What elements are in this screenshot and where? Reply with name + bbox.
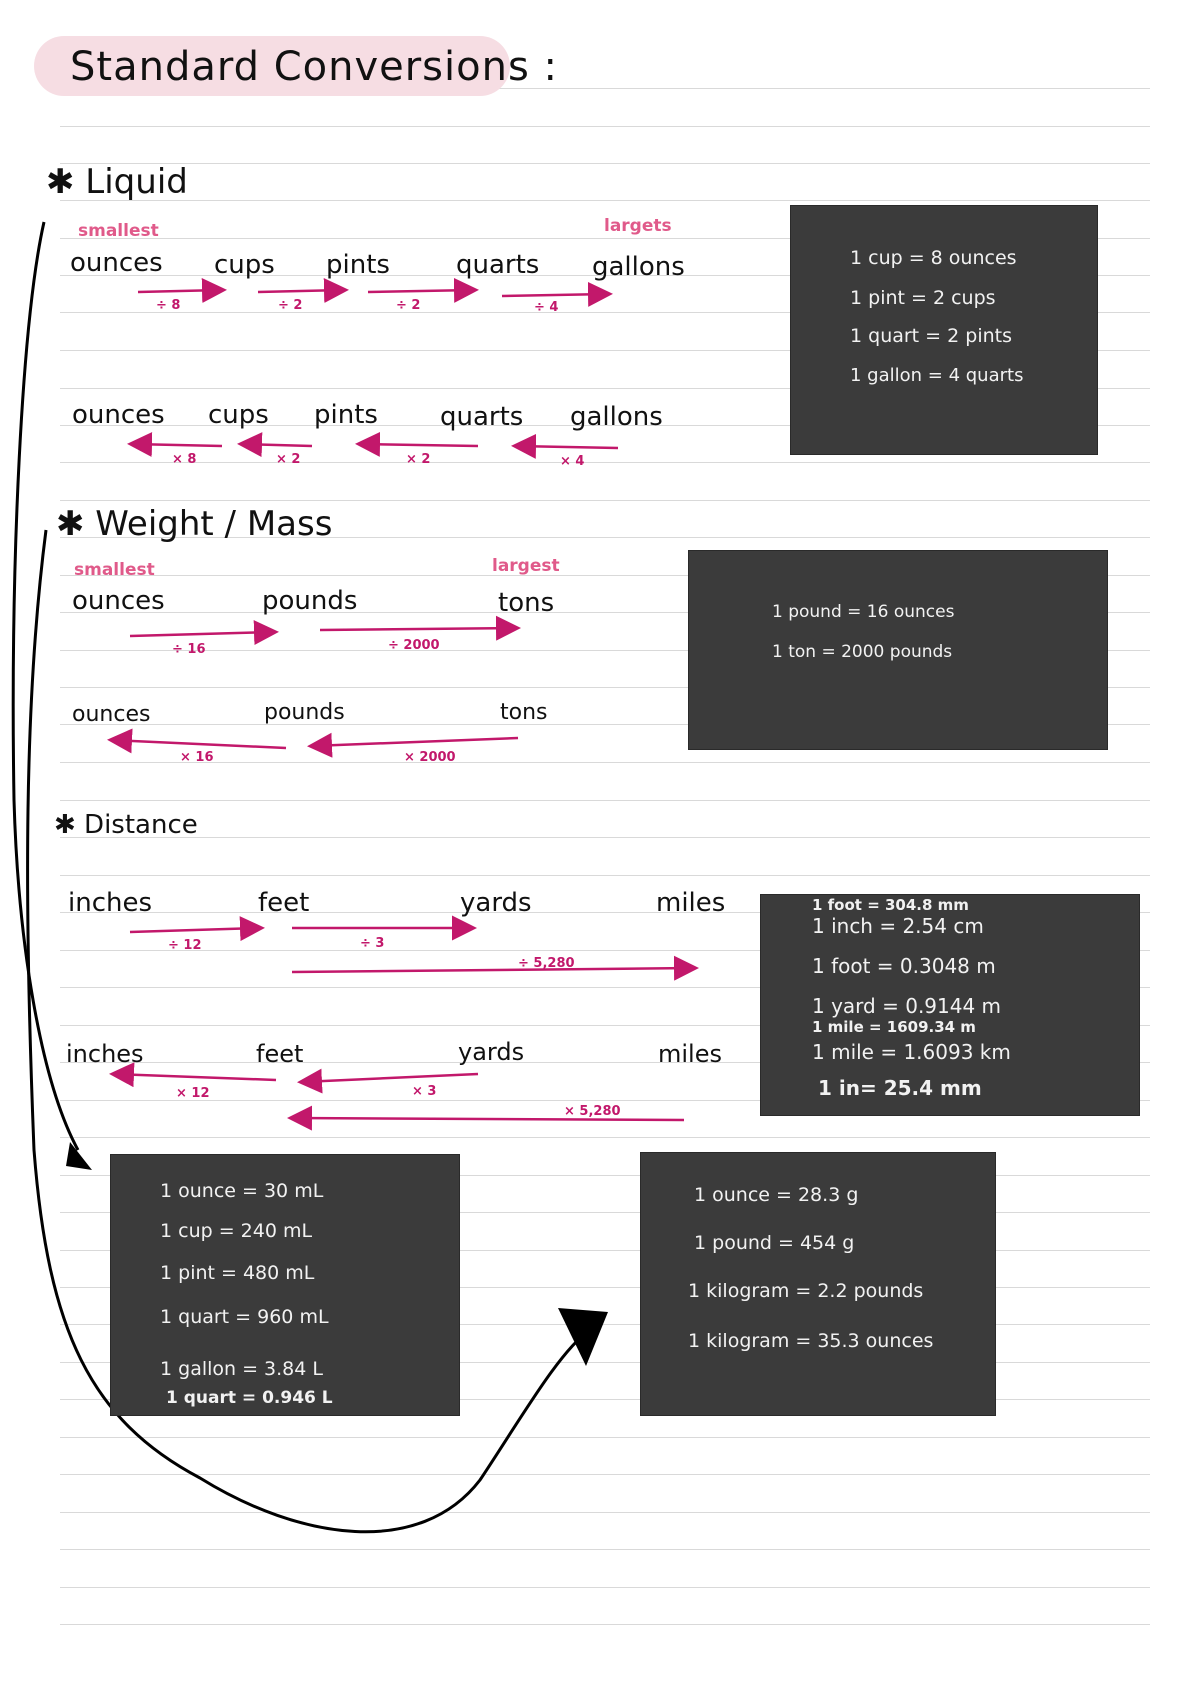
weight-largest-label: largest bbox=[492, 556, 560, 576]
arrow-weight-r1-2 bbox=[320, 628, 516, 630]
distance-r2-op: × 12 bbox=[176, 1086, 210, 1101]
card-line: 1 pint = 480 mL bbox=[160, 1262, 315, 1284]
arrow-distance-r1-1 bbox=[130, 928, 260, 932]
card-line: 1 gallon = 3.84 L bbox=[160, 1358, 323, 1380]
card-line: 1 in= 25.4 mm bbox=[818, 1076, 982, 1100]
arrow-liquid-r2-4 bbox=[516, 446, 618, 448]
distance-r2-op: × 3 bbox=[412, 1084, 437, 1099]
arrow-liquid-r1-1 bbox=[138, 290, 222, 292]
arrow-liquid-r2-1 bbox=[132, 444, 222, 446]
arrow-weight-r1-1 bbox=[130, 632, 274, 636]
card-line: 1 pound = 16 ounces bbox=[772, 602, 955, 622]
liquid-r2-op: × 2 bbox=[406, 452, 431, 467]
weight-r2-unit: tons bbox=[500, 700, 548, 725]
distance-r1-unit: feet bbox=[258, 888, 310, 918]
distance-r2-unit: miles bbox=[658, 1040, 722, 1068]
card-line: 1 ounce = 30 mL bbox=[160, 1180, 324, 1202]
liquid-r2-unit: cups bbox=[208, 400, 269, 430]
weight-r1-unit: ounces bbox=[72, 586, 165, 616]
liquid-r2-unit: pints bbox=[314, 400, 378, 430]
distance-r1-unit: inches bbox=[68, 888, 153, 918]
distance-r1-unit: yards bbox=[460, 888, 532, 918]
weight-r2-op: × 2000 bbox=[404, 750, 456, 765]
weight-r2-unit: ounces bbox=[72, 702, 151, 727]
card-line: 1 cup = 8 ounces bbox=[850, 247, 1017, 269]
liquid-smallest-label: smallest bbox=[78, 221, 159, 241]
arrow-distance-r2-3 bbox=[292, 1118, 684, 1120]
distance-r2-op: × 5,280 bbox=[564, 1104, 621, 1119]
liquid-r2-unit: quarts bbox=[440, 402, 524, 432]
card-line: 1 mile = 1609.34 m bbox=[812, 1018, 976, 1036]
liquid-r1-op: ÷ 2 bbox=[278, 298, 303, 313]
weight-r1-unit: pounds bbox=[262, 586, 358, 616]
curve-liquid-to-metric bbox=[13, 222, 78, 1150]
distance-r1-op: ÷ 3 bbox=[360, 936, 385, 951]
arrow-liquid-r1-4 bbox=[502, 294, 608, 296]
curve-liquid-arrowhead bbox=[66, 1142, 92, 1170]
card-line: 1 inch = 2.54 cm bbox=[812, 914, 984, 938]
distance-heading: ✱ Distance bbox=[54, 810, 198, 840]
arrow-weight-r2-2 bbox=[312, 738, 518, 746]
arrow-distance-r2-2 bbox=[302, 1074, 478, 1082]
card-line: 1 cup = 240 mL bbox=[160, 1220, 313, 1242]
weight-r2-op: × 16 bbox=[180, 750, 214, 765]
weight-conversion-card bbox=[688, 550, 1108, 750]
curve-weight-arrowhead bbox=[558, 1308, 608, 1366]
page-title: Standard Conversions : bbox=[70, 44, 558, 90]
arrow-liquid-r1-2 bbox=[258, 290, 344, 292]
distance-conversion-card bbox=[760, 894, 1140, 1116]
card-line: 1 foot = 304.8 mm bbox=[812, 896, 969, 914]
card-line: 1 pound = 454 g bbox=[694, 1232, 855, 1254]
liquid-r1-unit: cups bbox=[214, 250, 275, 280]
weight-r2-unit: pounds bbox=[264, 700, 345, 725]
liquid-r1-unit: gallons bbox=[592, 252, 685, 282]
distance-r1-op: ÷ 12 bbox=[168, 938, 202, 953]
distance-r2-unit: yards bbox=[458, 1038, 525, 1066]
card-line: 1 mile = 1.6093 km bbox=[812, 1040, 1011, 1064]
liquid-conversion-card bbox=[790, 205, 1098, 455]
card-line: 1 quart = 0.946 L bbox=[166, 1388, 333, 1408]
card-line: 1 ton = 2000 pounds bbox=[772, 642, 953, 662]
liquid-r1-unit: quarts bbox=[456, 250, 540, 280]
card-line: 1 yard = 0.9144 m bbox=[812, 994, 1002, 1018]
liquid-r2-unit: ounces bbox=[72, 400, 165, 430]
weight-smallest-label: smallest bbox=[74, 560, 155, 580]
distance-r2-unit: inches bbox=[66, 1040, 144, 1068]
liquid-r1-unit: ounces bbox=[70, 248, 163, 278]
liquid-r2-op: × 4 bbox=[560, 454, 585, 469]
liquid-r1-op: ÷ 8 bbox=[156, 298, 181, 313]
liquid-r1-op: ÷ 2 bbox=[396, 298, 421, 313]
card-line: 1 gallon = 4 quarts bbox=[850, 365, 1024, 386]
card-line: 1 ounce = 28.3 g bbox=[694, 1184, 859, 1206]
weight-r1-unit: tons bbox=[498, 588, 555, 618]
distance-r2-unit: feet bbox=[256, 1040, 304, 1068]
arrow-liquid-r1-3 bbox=[368, 290, 474, 292]
card-line: 1 quart = 960 mL bbox=[160, 1306, 329, 1328]
weight-r1-op: ÷ 2000 bbox=[388, 638, 440, 653]
card-line: 1 kilogram = 2.2 pounds bbox=[688, 1280, 924, 1302]
card-line: 1 kilogram = 35.3 ounces bbox=[688, 1330, 934, 1352]
distance-r1-unit: miles bbox=[656, 888, 726, 918]
weight-heading: ✱ Weight / Mass bbox=[56, 504, 333, 544]
arrow-liquid-r2-3 bbox=[360, 444, 478, 446]
liquid-heading: ✱ Liquid bbox=[46, 162, 188, 202]
liquid-r2-op: × 8 bbox=[172, 452, 197, 467]
liquid-r1-op: ÷ 4 bbox=[534, 300, 559, 315]
liquid-r2-unit: gallons bbox=[570, 402, 663, 432]
distance-r1-op: ÷ 5,280 bbox=[518, 956, 575, 971]
arrow-liquid-r2-2 bbox=[242, 444, 312, 446]
liquid-r1-unit: pints bbox=[326, 250, 390, 280]
liquid-largest-label: largets bbox=[604, 216, 672, 236]
metric-liquid-card bbox=[110, 1154, 460, 1416]
arrow-distance-r1-3 bbox=[292, 968, 694, 972]
card-line: 1 pint = 2 cups bbox=[850, 287, 996, 309]
arrow-weight-r2-1 bbox=[112, 740, 286, 748]
arrow-distance-r2-1 bbox=[114, 1074, 276, 1080]
card-line: 1 foot = 0.3048 m bbox=[812, 954, 996, 978]
metric-weight-card bbox=[640, 1152, 996, 1416]
weight-r1-op: ÷ 16 bbox=[172, 642, 206, 657]
liquid-r2-op: × 2 bbox=[276, 452, 301, 467]
card-line: 1 quart = 2 pints bbox=[850, 325, 1012, 347]
